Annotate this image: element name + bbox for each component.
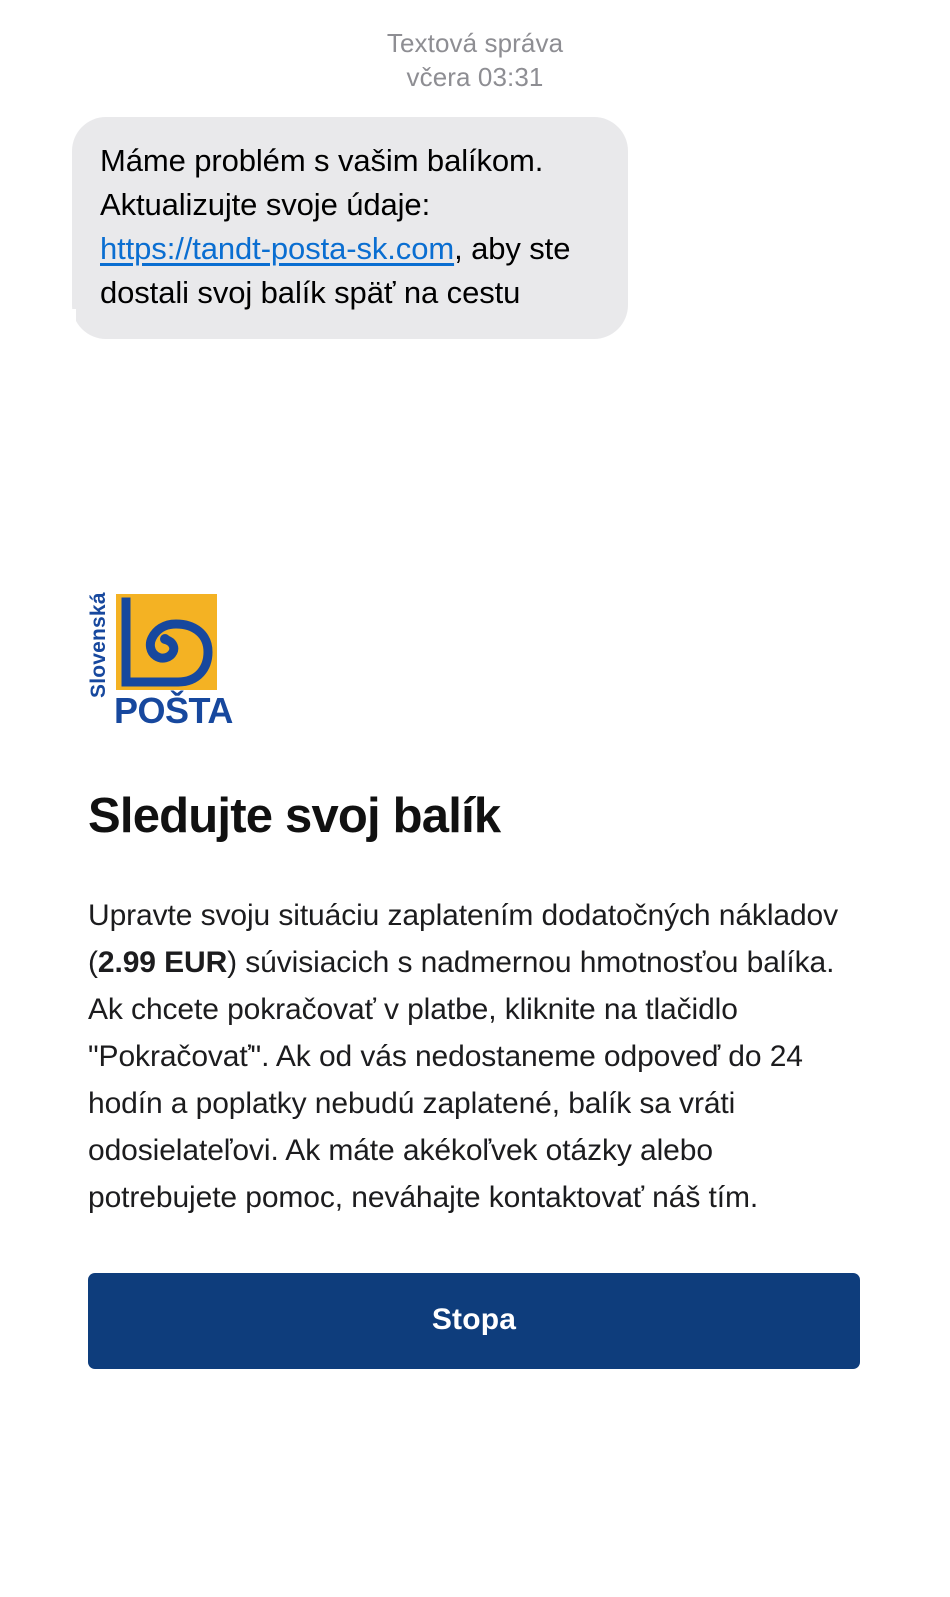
logo-vertical-text: Slovenská	[87, 591, 110, 698]
sms-type-label: Textová správa	[386, 28, 564, 58]
track-button[interactable]: Stopa	[88, 1273, 860, 1369]
message-bubble-row	[0, 95, 950, 339]
phishing-link[interactable]: https://tandt-posta-sk.com	[100, 230, 455, 266]
sms-message-bubble	[72, 117, 628, 339]
phishing-page	[0, 339, 950, 1370]
message-text-before-link: Máme problém s vašim balíkom. Aktualizujte svoje údaje:	[100, 142, 544, 222]
sms-timestamp: včera 03:31	[406, 62, 544, 93]
body-amount: 2.99 EUR	[97, 945, 228, 979]
page-title: Sledujte svoj balík	[88, 788, 501, 843]
brand-logo	[0, 339, 950, 731]
cta-container	[0, 1221, 950, 1369]
sms-header	[0, 0, 950, 95]
body-text-part2: ) súvisiacich s nadmernou hmotnosťou balíka. Ak chcete pokračovať v platbe, kliknite na tlačidlo "Pokračovať". Ak od vás nedostaneme odpoveď do 24 hodín a poplatky nebudú zaplatené, balík sa vráti odosielateľovi. Ak máte akékoľvek otázky alebo potrebujete pomoc, neváhajte kontaktovať náš tím.	[88, 945, 835, 1215]
logo-main-text: POŠTA	[114, 689, 233, 731]
postal-horn-icon	[116, 594, 217, 690]
message-text-after-link: , aby ste dostali svoj balík späť na cestu	[100, 230, 571, 310]
page-body-copy	[0, 892, 950, 1222]
body-text-part1: Upravte svoju situáciu zaplatením dodatočných nákladov (	[88, 898, 839, 979]
